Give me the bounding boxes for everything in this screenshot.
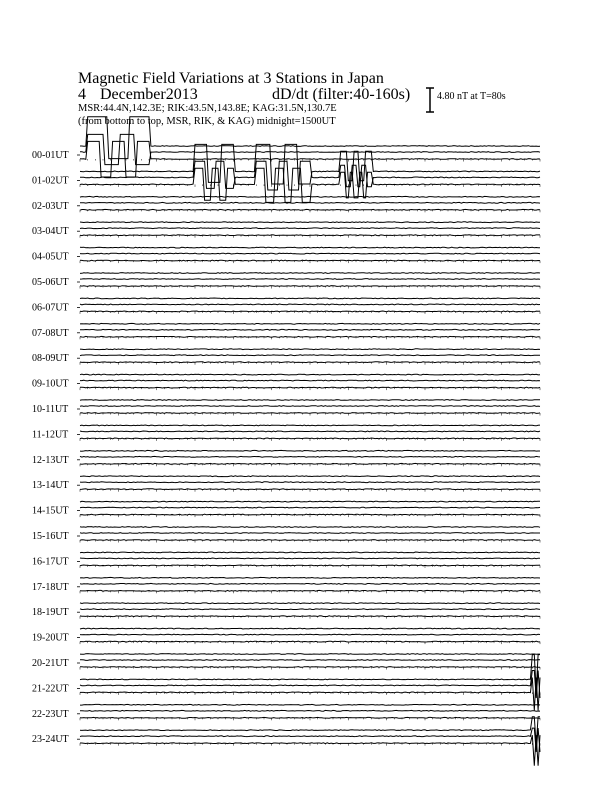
trace-kag: [80, 273, 540, 274]
trace-kag: [80, 222, 540, 223]
row-label: 00-01UT: [32, 150, 69, 161]
row-label: 06-07UT: [32, 302, 69, 314]
trace-rik: [80, 533, 540, 534]
row-label: 12-13UT: [32, 454, 69, 466]
trace-rik: [80, 507, 540, 508]
trace-rik: [80, 380, 540, 381]
trace-msr: [80, 311, 540, 312]
row-label: 04-05UT: [32, 251, 69, 263]
row-label: 16-17UT: [32, 556, 69, 568]
trace-kag: [80, 603, 540, 604]
trace-kag: [80, 704, 540, 705]
trace-msr: [80, 641, 540, 642]
row-label: 10-11UT: [32, 404, 69, 415]
row-label: 14-15UT: [32, 505, 69, 517]
row-label: 03-04UT: [32, 226, 69, 238]
trace-msr: [80, 667, 540, 668]
trace-rik: [80, 583, 540, 584]
scale-label: 4.80 nT at T=80s: [437, 91, 506, 102]
trace-msr: [80, 336, 540, 337]
trace-msr: [80, 438, 540, 439]
trace-rik: [80, 634, 540, 635]
trace-msr: [80, 735, 540, 766]
trace-rik: [80, 253, 540, 254]
chart-title: Magnetic Field Variations at 3 Stations in Japan: [78, 70, 384, 87]
trace-rik: [80, 710, 540, 711]
row-label: 15-16UT: [32, 531, 69, 542]
trace-msr: [80, 286, 540, 287]
trace-rik: [80, 728, 540, 752]
quantity-label: dD/dt (filter:40-160s): [272, 86, 411, 103]
trace-rik: [80, 406, 540, 407]
trace-kag: [80, 552, 540, 553]
trace-msr: [80, 565, 540, 566]
row-label: 08-09UT: [32, 353, 69, 365]
order-note: (from bottom to top, MSR, RIK, & KAG) midnight=1500UT: [78, 116, 336, 127]
trace-kag: [80, 247, 540, 248]
row-label: 19-20UT: [32, 632, 69, 644]
trace-rik: [80, 202, 540, 203]
row-label: 11-12UT: [32, 429, 69, 441]
trace-kag: [80, 374, 540, 375]
row-label: 20-21UT: [32, 658, 69, 669]
trace-msr: [80, 235, 540, 236]
trace-rik: [80, 482, 540, 483]
trace-kag: [80, 654, 540, 655]
trace-rik: [80, 609, 540, 610]
row-label: 02-03UT: [32, 200, 69, 212]
row-label: 01-02UT: [32, 175, 69, 187]
trace-kag: [80, 400, 540, 401]
trace-rik: [80, 558, 540, 559]
trace-kag: [80, 425, 540, 426]
day-label: 4: [78, 86, 86, 103]
trace-kag: [80, 577, 540, 578]
trace-rik: [80, 456, 540, 457]
month-year-label: December2013: [100, 86, 198, 103]
trace-kag: [80, 196, 540, 197]
trace-msr: [80, 260, 540, 261]
trace-kag: [80, 717, 540, 746]
trace-kag: [80, 349, 540, 350]
trace-msr: [80, 362, 540, 363]
row-label: 07-08UT: [32, 327, 69, 339]
trace-kag: [80, 323, 540, 324]
stations-label: MSR:44.4N,142.3E; RIK:43.5N,143.8E; KAG:31.5N,130.7E: [78, 103, 337, 114]
trace-rik: [80, 279, 540, 280]
row-label: 09-10UT: [32, 378, 69, 390]
trace-rik: [80, 431, 540, 432]
row-label: 05-06UT: [32, 277, 69, 288]
trace-msr: [80, 209, 540, 210]
trace-kag: [80, 628, 540, 629]
trace-rik: [80, 329, 540, 330]
trace-rik: [80, 355, 540, 356]
row-label: 21-22UT: [32, 683, 69, 695]
row-label: 22-23UT: [32, 708, 69, 720]
row-label: 13-14UT: [32, 480, 69, 492]
trace-rik: [80, 660, 540, 661]
trace-kag: [80, 298, 540, 299]
row-label: 23-24UT: [32, 734, 69, 746]
row-label: 18-19UT: [32, 607, 69, 619]
row-label: 17-18UT: [32, 581, 69, 593]
trace-kag: [80, 450, 540, 451]
trace-kag: [80, 527, 540, 528]
trace-kag: [80, 476, 540, 477]
trace-kag: [80, 501, 540, 502]
trace-rik: [80, 304, 540, 305]
trace-rik: [80, 228, 540, 229]
